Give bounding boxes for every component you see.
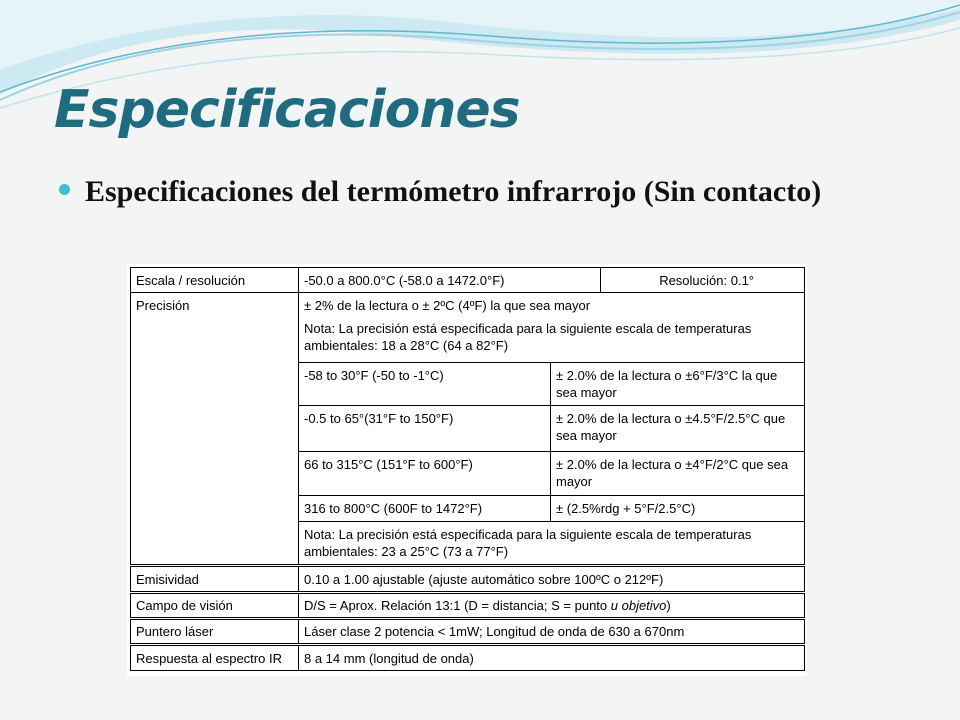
label-laser-pointer: Puntero láser bbox=[130, 619, 299, 644]
label-field-of-view: Campo de visión bbox=[130, 593, 299, 618]
range-row-1: -58 to 30°F (-50 to -1°C) bbox=[298, 362, 551, 406]
bullet-icon bbox=[59, 184, 70, 195]
precision-note-1: Nota: La precisión está especificada para la siguiente escala de temperaturas ambientales: 18 a 28°C (64 a 82°F) bbox=[304, 321, 752, 353]
fov-text-end: ) bbox=[666, 598, 671, 613]
range-row-4: 316 to 800°C (600F to 1472°F) bbox=[298, 495, 551, 522]
precision-main: ± 2% de la lectura o ± 2ºC (4ºF) la que sea mayor bbox=[304, 298, 591, 313]
precision-block bbox=[298, 292, 805, 363]
range-row-3: 66 to 315°C (151°F to 600°F) bbox=[298, 451, 551, 496]
fov-text: D/S = Aprox. Relación 13:1 (D = distancia; S = punto bbox=[304, 598, 611, 613]
accuracy-row-4: ± (2.5%rdg + 5°F/2.5°C) bbox=[550, 495, 805, 522]
value-laser-pointer: Láser clase 2 potencia < 1mW; Longitud de onda de 630 a 670nm bbox=[298, 619, 805, 644]
value-scale: -50.0 a 800.0°C (-58.0 a 1472.0°F) bbox=[298, 267, 601, 293]
range-row-2: -0.5 to 65°(31°F to 150°F) bbox=[298, 405, 551, 452]
accuracy-row-3: ± 2.0% de la lectura o ±4°F/2°C que sea mayor bbox=[550, 451, 805, 496]
slide-title: Especificaciones bbox=[54, 80, 520, 140]
value-resolution: Resolución: 0.1° bbox=[600, 267, 805, 293]
bullet-text: Especificaciones del termómetro infrarrojo (Sin contacto) bbox=[85, 175, 822, 208]
value-field-of-view bbox=[298, 593, 805, 618]
label-ir-response: Respuesta al espectro IR bbox=[130, 645, 299, 671]
value-emissivity: 0.10 a 1.00 ajustable (ajuste automático sobre 100ºC o 212ºF) bbox=[298, 566, 805, 592]
fov-italic-text: u objetivo bbox=[610, 598, 667, 613]
accuracy-row-2: ± 2.0% de la lectura o ±4.5°F/2.5°C que sea mayor bbox=[550, 405, 805, 452]
accuracy-row-1: ± 2.0% de la lectura o ±6°F/3°C la que sea mayor bbox=[550, 362, 805, 406]
precision-note-2: Nota: La precisión está especificada para la siguiente escala de temperaturas ambientales: 23 a 25°C (73 a 77°F) bbox=[298, 521, 805, 565]
label-scale: Escala / resolución bbox=[130, 267, 299, 293]
specifications-table bbox=[127, 264, 807, 676]
label-precision: Precisión bbox=[130, 292, 299, 565]
value-ir-response: 8 a 14 mm (longitud de onda) bbox=[298, 645, 805, 671]
label-emissivity: Emisividad bbox=[130, 566, 299, 592]
